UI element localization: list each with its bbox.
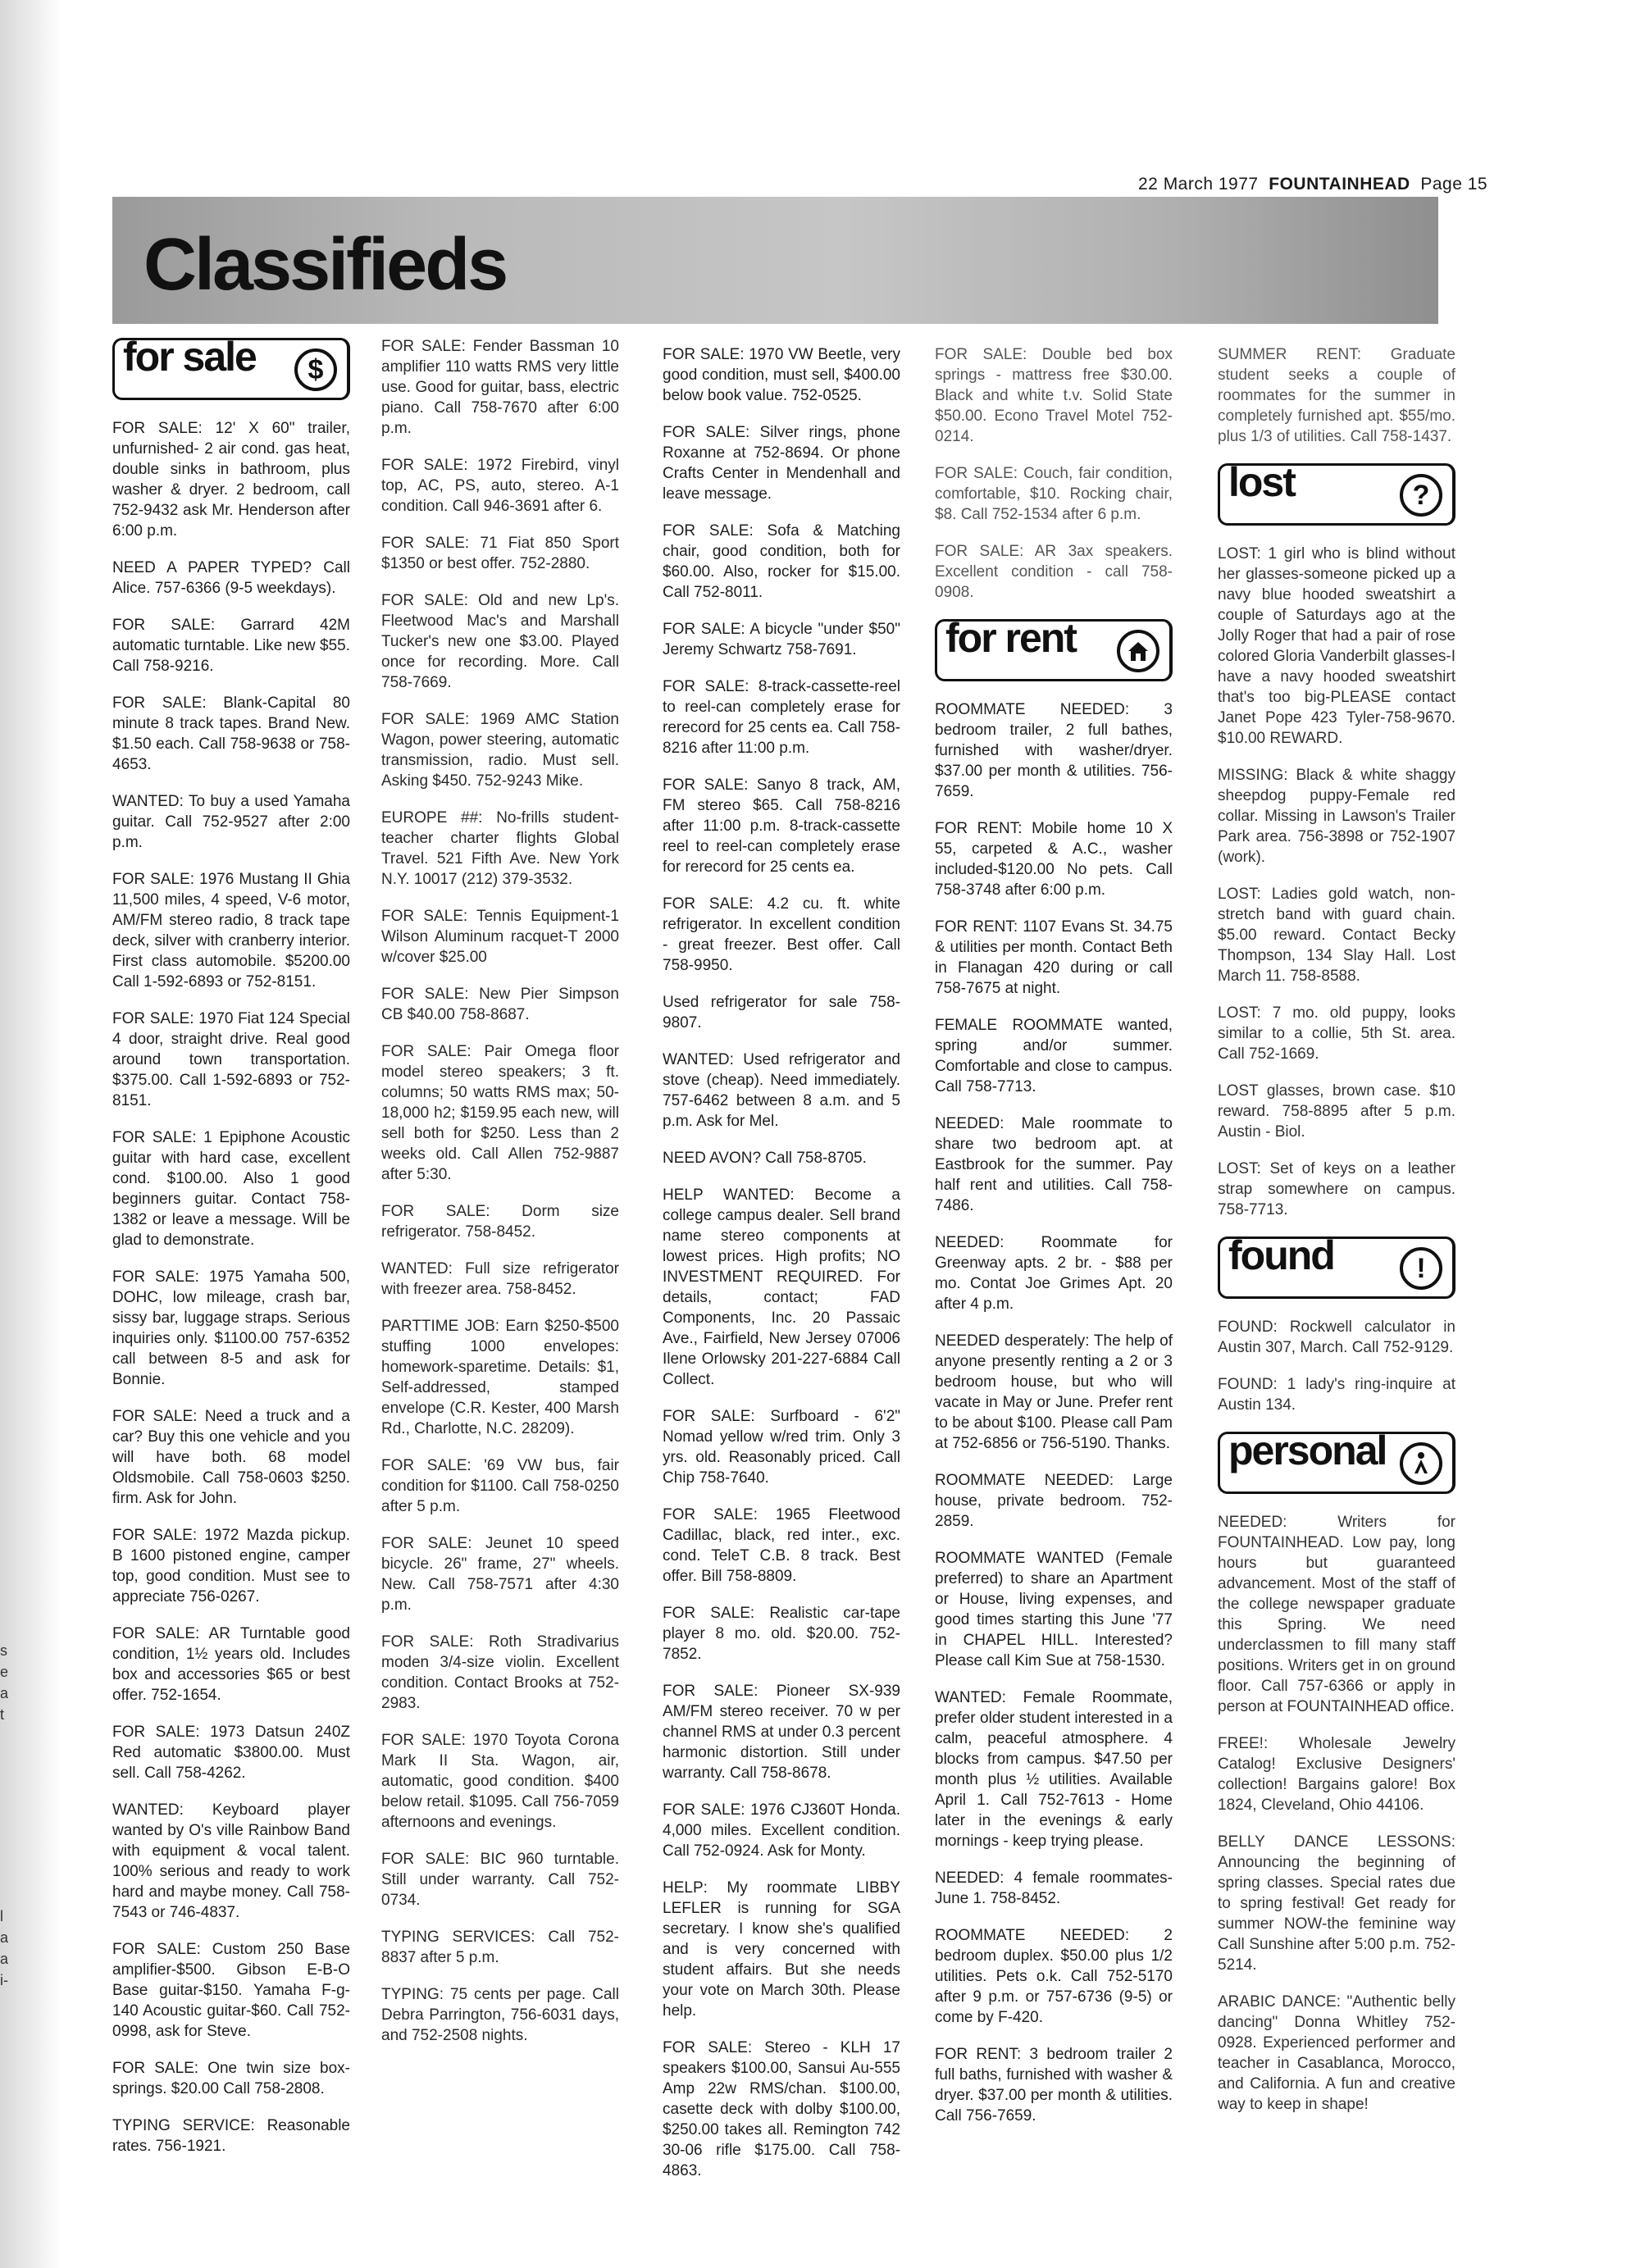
classified-ad: FOR SALE: Realistic car-tape player 8 mo. old. $20.00. 752-7852.	[663, 1605, 900, 1663]
for-rent-continued	[1218, 344, 1456, 447]
classified-ad: FOR SALE: Silver rings, phone Roxanne at 752-8694. Or phone Crafts Center in Mendenhall and leave message.	[663, 424, 900, 503]
for-sale-continued	[935, 344, 1173, 603]
classified-ad: FREE!: Wholesale Jewelry Catalog! Exclusive Designers' collection! Bargains galore! Box 1824, Cleveland, Ohio 44106.	[1218, 1735, 1456, 1814]
margin-char: l	[0, 1908, 3, 1924]
classified-ad: ROOMMATE NEEDED: Large house, private bedroom. 752-2859.	[935, 1472, 1173, 1530]
classified-ad: NEEDED: 4 female roommates-June 1. 758-8452.	[935, 1870, 1173, 1907]
classified-ad: ROOMMATE NEEDED: 3 bedroom trailer, 2 full bathes, furnished with washer/dryer. $37.00 per month & utilities. 756-7659.	[935, 701, 1173, 800]
classified-ad: FOR SALE: 1 Epiphone Acoustic guitar with hard case, excellent cond. $100.00. Also 1 good beginners guitar. Contact 758-1382 or leave a message. Will be glad to demonstrate.	[112, 1129, 350, 1249]
column-3	[663, 344, 900, 2263]
classified-ad: SUMMER RENT: Graduate student seeks a couple of roommates for the summer in completely furnished apt. $55/mo. plus 1/3 of utilities. Call 758-1437.	[1218, 346, 1456, 445]
issue-date: 22 March 1977	[1138, 175, 1259, 194]
classified-ad: TYPING SERVICE: Reasonable rates. 756-1921.	[112, 2117, 350, 2155]
classified-ad: FOR SALE: 1973 Datsun 240Z Red automatic $3800.00. Must sell. Call 758-4262.	[112, 1724, 350, 1782]
previous-page-edge	[0, 0, 61, 2268]
classified-ad: FOR SALE: Need a truck and a car? Buy this one vehicle and you will have both. 68 model Oldsmobile. Call 758-0603 $250. firm. Ask for John.	[112, 1408, 350, 1507]
classified-ad: FOR SALE: 1976 Mustang II Ghia 11,500 miles, 4 speed, V-6 motor, AM/FM stereo radio, 8 track tape deck, silver with cranberry interior. First class automobile. $5200.00 Call 1-592-6893 or 752-8151.	[112, 871, 350, 991]
classified-ad: FOR SALE: 1970 Fiat 124 Special 4 door, straight drive. Real good around town transportation. $375.00. Call 1-592-6893 or 752-8151.	[112, 1010, 350, 1109]
classified-ad: FOUND: Rockwell calculator in Austin 307, March. Call 752-9129.	[1218, 1318, 1456, 1356]
classified-ad: FOUND: 1 lady's ring-inquire at Austin 134.	[1218, 1376, 1456, 1414]
classified-ad: FOR SALE: Old and new Lp's. Fleetwood Mac's and Marshall Tucker's new one $3.00. Played once for recording. More. Call 758-7669.	[381, 592, 619, 691]
classified-ad: FOR SALE: Couch, fair condition, comfortable, $10. Rocking chair, $8. Call 752-1534 after 6 p.m.	[935, 465, 1173, 523]
classified-ad: ROOMMATE NEEDED: 2 bedroom duplex. $50.00 plus 1/2 utilities. Pets o.k. Call 752-5170 after 9 p.m. or 757-6736 (9-5) or come by F-420.	[935, 1927, 1173, 2026]
classified-ad: FOR SALE: Custom 250 Base amplifier-$500. Gibson E-B-O Base guitar-$150. Yamaha F-g-140 Acoustic guitar-$60. Call 752-0998, ask for Steve.	[112, 1941, 350, 2040]
classified-ad: WANTED: To buy a used Yamaha guitar. Call 752-9527 after 2:00 p.m.	[112, 793, 350, 851]
margin-fragments	[0, 1640, 8, 1991]
classified-ad: TYPING: 75 cents per page. Call Debra Parrington, 756-6031 days, and 752-2508 nights.	[381, 1986, 619, 2044]
classified-ad: NEEDED desperately: The help of anyone presently renting a 2 or 3 bedroom house, but who will vacate in May or June. Prefer rent to be about $100. Please call Pam at 752-6856 or 756-5190. Thanks.	[935, 1332, 1173, 1452]
section-label: personal	[1228, 1428, 1387, 1473]
classified-ad: FOR SALE: BIC 960 turntable. Still under warranty. Call 752-0734.	[381, 1851, 619, 1909]
classified-ad: FOR SALE: 71 Fiat 850 Sport $1350 or best offer. 752-2880.	[381, 535, 619, 572]
classified-ad: FOR SALE: AR Turntable good condition, 1½ years old. Includes box and accessories $65 or best offer. 752-1654.	[112, 1625, 350, 1704]
for-sale-heading	[112, 338, 350, 400]
classified-ad: WANTED: Full size refrigerator with freezer area. 758-8452.	[381, 1260, 619, 1298]
for-rent-heading	[935, 615, 1173, 681]
classified-ad: FOR SALE: One twin size box-springs. $20.00 Call 758-2808.	[112, 2060, 350, 2097]
classified-ad: LOST: Set of keys on a leather strap somewhere on campus. 758-7713.	[1218, 1160, 1456, 1218]
classified-ad: FOR SALE: Sanyo 8 track, AM, FM stereo $65. Call 758-8216 after 11:00 p.m. 8-track-cassette reel to reel-can completely erase for rerecord for 25 cents ea.	[663, 776, 900, 876]
classified-ad: FOR SALE: 1970 VW Beetle, very good condition, must sell, $400.00 below book value. 752-0525.	[663, 346, 900, 404]
classified-ad: ROOMMATE WANTED (Female preferred) to share an Apartment or House, living expenses, and good times starting this June '77 in CHAPEL HILL. Interested? Please call Kim Sue at 758-1530.	[935, 1550, 1173, 1669]
margin-char: a	[0, 1951, 9, 1967]
classified-ad: NEEDED: Writers for FOUNTAINHEAD. Low pay, long hours but guaranteed advancement. Most of the staff of the college newspaper graduate this Spring. We need underclassmen to fill many staff positions. Writers get in on ground floor. Call 757-6366 or apply in person at FOUNTAINHEAD office.	[1218, 1514, 1456, 1715]
classified-ad: FOR SALE: Stereo - KLH 17 speakers $100.00, Sansui Au-555 Amp 22w RMS/chan. $100.00, casette deck with dolby $100.00, $250.00 takes all. Remington 742 30-06 rifle $175.00. Call 758-4863.	[663, 2039, 900, 2179]
question-mark-icon: ?	[1400, 474, 1442, 517]
classified-ad: TYPING SERVICES: Call 752-8837 after 5 p.m.	[381, 1929, 619, 1966]
classified-ad: FOR SALE: 1970 Toyota Corona Mark II Sta. Wagon, air, automatic, good condition. $400 below retail. $1095. Call 756-7059 afternoons and evenings.	[381, 1732, 619, 1831]
personal-heading	[1218, 1428, 1456, 1494]
classified-ad: Used refrigerator for sale 758-9807.	[663, 994, 900, 1032]
classified-ad: BELLY DANCE LESSONS: Announcing the beginning of spring classes. Special rates due to spring festival! Get ready for summer NOW-the feminine way Call Sunshine after 5:00 p.m. 752-5214.	[1218, 1833, 1456, 1974]
margin-char: i-	[0, 1972, 8, 1988]
margin-char: t	[0, 1706, 5, 1723]
found-listings	[1218, 1317, 1456, 1415]
classified-ad: LOST: 7 mo. old puppy, looks similar to a collie, 5th St. area. Call 752-1669.	[1218, 1004, 1456, 1063]
lost-listings	[1218, 544, 1456, 1220]
classified-ad: FOR SALE: AR 3ax speakers. Excellent condition - call 758-0908.	[935, 543, 1173, 601]
classified-ad: FOR SALE: Dorm size refrigerator. 758-8452.	[381, 1203, 619, 1241]
classified-ad: PARTTIME JOB: Earn $250-$500 stuffing 1000 envelopes: homework-sparetime. Details: $1, Self-addressed, stamped envelope (C.R. Kester, 400 Marsh Rd., Charlotte, N.C. 28209).	[381, 1318, 619, 1437]
classified-ad: FEMALE ROOMMATE wanted, spring and/or summer. Comfortable and close to campus. Call 758-7713.	[935, 1017, 1173, 1095]
exclamation-mark-icon: !	[1400, 1247, 1442, 1290]
column-5	[1218, 344, 1456, 2263]
classified-ad: FOR SALE: 1969 AMC Station Wagon, power steering, automatic transmission, radio. Must sell. Asking $450. 752-9243 Mike.	[381, 711, 619, 790]
classified-ad: FOR SALE: Roth Stradivarius moden 3/4-size violin. Excellent condition. Contact Brooks at 752-2983.	[381, 1633, 619, 1712]
person-icon	[1400, 1442, 1442, 1485]
classified-ad: FOR SALE: Blank-Capital 80 minute 8 track tapes. Brand New. $1.50 each. Call 758-9638 or 758-4653.	[112, 695, 350, 773]
column-4	[935, 344, 1173, 2263]
classified-ad: NEED A PAPER TYPED? Call Alice. 757-6366 (9-5 weekdays).	[112, 559, 350, 597]
classified-ad: FOR SALE: Fender Bassman 10 amplifier 110 watts RMS very little use. Good for guitar, bass, electric piano. Call 758-7670 after 6:00 p.m.	[381, 338, 619, 437]
margin-char: e	[0, 1664, 9, 1680]
page-header	[1138, 175, 1488, 194]
classified-ad: WANTED: Keyboard player wanted by O's ville Rainbow Band with equipment & vocal talent. 100% serious and ready to work hard and maybe money. Call 758-7543 or 746-4837.	[112, 1801, 350, 1921]
classified-ad: HELP WANTED: Become a college campus dealer. Sell brand name stereo components at lowest prices. High profits; NO INVESTMENT REQUIRED. For details, contact; FAD Components, Inc. 20 Passaic Ave., Fairfield, New Jersey 07006 Ilene Orlowsky 201-227-6884 Call Collect.	[663, 1186, 900, 1388]
classified-ad: FOR SALE: 1965 Fleetwood Cadillac, black, red inter., exc. cond. TeleT C.B. 8 track. Best offer. Bill 758-8809.	[663, 1506, 900, 1585]
dollar-sign-icon: $	[294, 348, 337, 391]
classified-ad: FOR SALE: Garrard 42M automatic turntable. Like new $55. Call 758-9216.	[112, 617, 350, 675]
page-title: Classifieds	[144, 224, 507, 306]
classified-ad: NEEDED: Male roommate to share two bedroom apt. at Eastbrook for the summer. Pay half rent and utilities. Call 758-7486.	[935, 1115, 1173, 1214]
classified-ad: LOST glasses, brown case. $10 reward. 758-8895 after 5 p.m. Austin - Biol.	[1218, 1082, 1456, 1141]
section-label: for sale	[123, 338, 256, 380]
found-heading	[1218, 1232, 1456, 1299]
classified-ad: WANTED: Female Roommate, prefer older student interested in a calm, peaceful atmosphere. 4 blocks from campus. $47.50 per month plus ½ utilities. Available April 1. Call 752-7613 - Home later in the evenings & early mornings - keep trying please.	[935, 1689, 1173, 1850]
classified-ad: FOR SALE: Pair Omega floor model stereo speakers; 3 ft. columns; 50 watts RMS max; 50-18,000 h2; $159.95 each new, will sell both for $250. Less than 2 weeks old. Call Allen 752-9887 after 5:30.	[381, 1043, 619, 1183]
classified-ad: FOR RENT: 1107 Evans St. 34.75 & utilities per month. Contact Beth in Flanagan 420 during or call 758-7675 at night.	[935, 918, 1173, 997]
classified-ad: NEEDED: Roommate for Greenway apts. 2 br. - $88 per mo. Contat Joe Grimes Apt. 20 after 4 p.m.	[935, 1234, 1173, 1313]
classified-ad: FOR SALE: Pioneer SX-939 AM/FM stereo receiver. 70 w per channel RMS at under 0.3 percent harmonic distortion. Still under warranty. Call 758-8678.	[663, 1683, 900, 1782]
classified-ad: FOR SALE: 1976 CJ360T Honda. 4,000 miles. Excellent condition. Call 752-0924. Ask for Monty.	[663, 1801, 900, 1860]
for-rent-listings	[935, 699, 1173, 2126]
classified-ad: FOR SALE: Surfboard - 6'2" Nomad yellow w/red trim. Only 3 yrs. old. Reasonably priced. Call Chip 758-7640.	[663, 1408, 900, 1487]
classified-ad: LOST: Ladies gold watch, non-stretch band with guard chain. $5.00 reward. Contact Becky Thompson, 134 Slay Hall. Lost March 11. 758-8588.	[1218, 886, 1456, 985]
margin-char: s	[0, 1642, 7, 1659]
margin-char: a	[0, 1685, 9, 1701]
classified-ad: FOR SALE: 4.2 cu. ft. white refrigerator. In excellent condition - great freezer. Best offer. Call 758-9950.	[663, 895, 900, 974]
classified-ad: FOR SALE: Double bed box springs - mattress free $30.00. Black and white t.v. Solid State $50.00. Econo Travel Motel 752-0214.	[935, 346, 1173, 445]
classified-ad: FOR SALE: Jeunet 10 speed bicycle. 26" frame, 27" wheels. New. Call 758-7571 after 4:30 p.m.	[381, 1535, 619, 1614]
classified-ad: FOR SALE: 1972 Firebird, vinyl top, AC, PS, auto, stereo. A-1 condition. Call 946-3691 after 6.	[381, 457, 619, 515]
column-1	[112, 338, 350, 2257]
classified-ad: FOR SALE: 1972 Mazda pickup. B 1600 pistoned engine, camper top, good condition. Must see to appreciate 756-0267.	[112, 1527, 350, 1605]
classified-ad: HELP: My roommate LIBBY LEFLER is running for SGA secretary. I know she's qualified and is very concerned with student affairs. But she needs your vote on March 30th. Please help.	[663, 1879, 900, 2020]
column-2	[381, 336, 619, 2255]
section-label: for rent	[945, 615, 1076, 661]
classifieds-banner	[112, 197, 1438, 324]
classified-ad: FOR SALE: 12' X 60" trailer, unfurnished- 2 air cond. gas heat, double sinks in bathroom, plus washer & dryer. 2 bedroom, call 752-9432 ask Mr. Henderson after 6:00 p.m.	[112, 420, 350, 540]
section-label: found	[1228, 1232, 1334, 1278]
classified-ad: FOR SALE: A bicycle "under $50" Jeremy Schwartz 758-7691.	[663, 621, 900, 658]
lost-heading	[1218, 459, 1456, 526]
classified-ad: FOR RENT: Mobile home 10 X 55, carpeted & A.C., washer included-$120.00 No pets. Call 758-3748 after 6:00 p.m.	[935, 820, 1173, 899]
classified-ad: WANTED: Used refrigerator and stove (cheap). Need immediately. 757-6462 between 8 a.m. and 5 p.m. Ask for Mel.	[663, 1051, 900, 1130]
classified-ad: FOR SALE: 1975 Yamaha 500, DOHC, low mileage, crash bar, sissy bar, luggage straps. Serious inquiries only. $1100.00 757-6352 call between 8-5 and ask for Bonnie.	[112, 1268, 350, 1388]
personal-listings	[1218, 1512, 1456, 2115]
house-icon	[1117, 630, 1159, 672]
classified-ad: FOR SALE: 8-track-cassette-reel to reel-can completely erase for rerecord for 25 cents ea. Call 758-8216 after 11:00 p.m.	[663, 678, 900, 757]
classified-ad: ARABIC DANCE: "Authentic belly dancing" Donna Whitley 752-0928. Experienced performer and teacher in Casablanca, Morocco, and California. A fun and creative way to keep in shape!	[1218, 1993, 1456, 2113]
classified-ad: FOR SALE: New Pier Simpson CB $40.00 758-8687.	[381, 986, 619, 1023]
classified-ad: LOST: 1 girl who is blind without her glasses-someone picked up a navy blue hooded sweatshirt a couple of Saturdays ago at the Jolly Roger that had a pair of rose colored Gloria Vanderbilt glasses-I have a navy hooded sweatshirt that's too big-PLEASE contact Janet Pope 423 Tyler-758-9670. $10.00 REWARD.	[1218, 545, 1456, 747]
classified-ad: NEED AVON? Call 758-8705.	[663, 1150, 867, 1167]
classified-ad: EUROPE ##: No-frills student-teacher charter flights Global Travel. 521 Fifth Ave. New York N.Y. 10017 (212) 379-3532.	[381, 809, 619, 888]
section-label: lost	[1228, 459, 1295, 505]
publication-name: FOUNTAINHEAD	[1269, 175, 1410, 194]
classified-ad: FOR SALE: '69 VW bus, fair condition for $1100. Call 758-0250 after 5 p.m.	[381, 1457, 619, 1515]
classified-ad: FOR RENT: 3 bedroom trailer 2 full baths, furnished with washer & dryer. $37.00 per month & utilities. Call 756-7659.	[935, 2046, 1173, 2125]
page-number: Page 15	[1420, 175, 1488, 194]
margin-char: a	[0, 1929, 9, 1946]
classified-ad: FOR SALE: Tennis Equipment-1 Wilson Aluminum racquet-T 2000 w/cover $25.00	[381, 908, 619, 966]
classified-ad: FOR SALE: Sofa & Matching chair, good condition, both for $60.00. Also, rocker for $15.00. Call 752-8011.	[663, 522, 900, 601]
classified-ad: MISSING: Black & white shaggy sheepdog puppy-Female red collar. Missing in Lawson's Trailer Park area. 756-3898 or 752-1907 (work).	[1218, 767, 1456, 866]
